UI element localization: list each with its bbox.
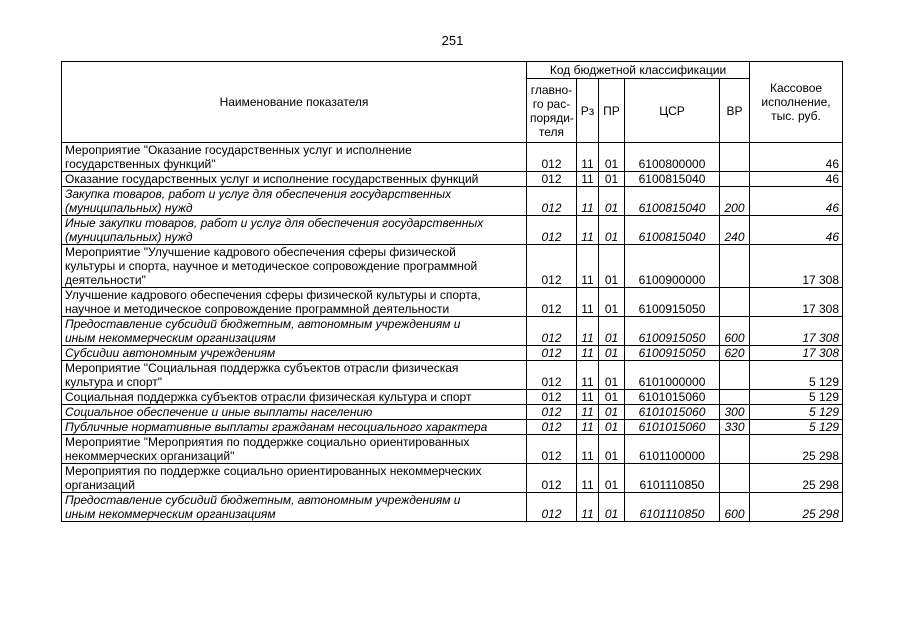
row-glavn: 012 — [527, 361, 577, 390]
row-rz: 11 — [577, 390, 599, 405]
row-pr: 01 — [599, 390, 625, 405]
row-rz: 11 — [577, 435, 599, 464]
row-name-line: Публичные нормативные выплаты гражданам несоциального характера — [65, 420, 488, 434]
row-glavn: 012 — [527, 464, 577, 493]
row-name — [62, 464, 527, 493]
row-name — [62, 172, 527, 187]
table-row — [62, 420, 843, 435]
row-csr: 6101100000 — [625, 435, 720, 464]
row-csr: 6100800000 — [625, 143, 720, 172]
row-name-line: Оказание государственных услуг и исполнение государственных функций — [65, 172, 479, 186]
row-csr: 6100915050 — [625, 288, 720, 317]
row-glavn: 012 — [527, 187, 577, 216]
row-rz: 11 — [577, 172, 599, 187]
row-name-line: иным некоммерческим организациям — [65, 507, 276, 521]
row-vr — [720, 361, 750, 390]
row-vr — [720, 435, 750, 464]
row-glavn: 012 — [527, 288, 577, 317]
row-pr: 01 — [599, 435, 625, 464]
row-vr — [720, 390, 750, 405]
header-vr: ВР — [720, 79, 750, 143]
table-row — [62, 493, 843, 522]
row-vr — [720, 245, 750, 288]
row-name — [62, 346, 527, 361]
table-row — [62, 216, 843, 245]
row-csr: 6100900000 — [625, 245, 720, 288]
row-csr: 6100815040 — [625, 187, 720, 216]
row-vr: 620 — [720, 346, 750, 361]
row-csr: 6100815040 — [625, 216, 720, 245]
row-glavn: 012 — [527, 143, 577, 172]
table-row — [62, 435, 843, 464]
row-vr — [720, 464, 750, 493]
budget-table — [61, 61, 843, 522]
row-name-line: Иные закупки товаров, работ и услуг для обеспечения государственных — [65, 216, 484, 230]
table-row — [62, 245, 843, 288]
row-pr: 01 — [599, 405, 625, 420]
header-amount-line: исполнение, — [761, 95, 831, 109]
header-csr: ЦСР — [625, 79, 720, 143]
row-pr: 01 — [599, 464, 625, 493]
row-vr: 200 — [720, 187, 750, 216]
header-glavn-line: главно- — [530, 82, 573, 97]
table-body — [62, 143, 843, 522]
row-vr: 240 — [720, 216, 750, 245]
table-row — [62, 361, 843, 390]
table-row — [62, 405, 843, 420]
row-pr: 01 — [599, 361, 625, 390]
row-vr — [720, 288, 750, 317]
row-amount: 25 298 — [750, 464, 843, 493]
header-code-group: Код бюджетной классификации — [527, 62, 750, 79]
header-glavn-line: поряди- — [530, 110, 574, 125]
row-pr: 01 — [599, 245, 625, 288]
header-glavn-line: го рас- — [532, 96, 571, 111]
row-name-line: Мероприятия по поддержке социально ориентированных некоммерческих — [65, 464, 482, 478]
row-amount: 5 129 — [750, 420, 843, 435]
row-name — [62, 216, 527, 245]
row-csr: 6101000000 — [625, 361, 720, 390]
row-amount: 17 308 — [750, 346, 843, 361]
row-vr: 600 — [720, 493, 750, 522]
table-row — [62, 288, 843, 317]
row-glavn: 012 — [527, 420, 577, 435]
row-name — [62, 493, 527, 522]
row-name-line: иным некоммерческим организациям — [65, 331, 276, 345]
row-csr: 6101015060 — [625, 390, 720, 405]
row-name-line: некоммерческих организаций" — [65, 449, 235, 463]
row-rz: 11 — [577, 143, 599, 172]
row-name — [62, 435, 527, 464]
row-name-line: Социальная поддержка субъектов отрасли физическая культура и спорт — [65, 390, 472, 404]
page-number: 251 — [441, 33, 464, 48]
row-rz: 11 — [577, 361, 599, 390]
row-rz: 11 — [577, 420, 599, 435]
row-vr: 330 — [720, 420, 750, 435]
table-row — [62, 143, 843, 172]
row-pr: 01 — [599, 317, 625, 346]
row-amount: 46 — [750, 143, 843, 172]
row-amount: 17 308 — [750, 245, 843, 288]
row-vr: 600 — [720, 317, 750, 346]
row-amount: 25 298 — [750, 493, 843, 522]
row-pr: 01 — [599, 346, 625, 361]
row-name-line: культура и спорт" — [65, 375, 162, 389]
row-rz: 11 — [577, 187, 599, 216]
row-glavn: 012 — [527, 346, 577, 361]
row-rz: 11 — [577, 405, 599, 420]
row-name-line: Мероприятие "Улучшение кадрового обеспечения сферы физической — [65, 245, 456, 259]
row-rz: 11 — [577, 216, 599, 245]
table-header — [62, 62, 843, 143]
row-glavn: 012 — [527, 172, 577, 187]
header-amount-line: Кассовое — [769, 81, 823, 95]
row-pr: 01 — [599, 216, 625, 245]
row-glavn: 012 — [527, 435, 577, 464]
row-name-line: (муниципальных) нужд — [65, 201, 193, 215]
row-name — [62, 317, 527, 346]
row-csr: 6101015060 — [625, 420, 720, 435]
row-name-line: Предоставление субсидий бюджетным, автономным учреждениям и — [65, 317, 461, 331]
row-amount: 17 308 — [750, 288, 843, 317]
header-name: Наименование показателя — [62, 62, 527, 143]
row-pr: 01 — [599, 493, 625, 522]
row-name — [62, 390, 527, 405]
row-name — [62, 245, 527, 288]
row-name-line: государственных функций" — [65, 157, 216, 171]
row-glavn: 012 — [527, 405, 577, 420]
header-glavn — [527, 79, 577, 143]
row-rz: 11 — [577, 288, 599, 317]
row-name — [62, 288, 527, 317]
row-pr: 01 — [599, 172, 625, 187]
row-pr: 01 — [599, 420, 625, 435]
row-name-line: Мероприятие "Мероприятия по поддержке социально ориентированных — [65, 435, 470, 449]
table-row — [62, 187, 843, 216]
row-vr: 300 — [720, 405, 750, 420]
row-name-line: научное и методическое сопровождение программной деятельности — [65, 302, 450, 316]
row-csr: 6101110850 — [625, 464, 720, 493]
table-row — [62, 317, 843, 346]
row-name-line: культуры и спорта, научное и методическое сопровождение программной — [65, 259, 478, 273]
row-rz: 11 — [577, 317, 599, 346]
row-amount: 46 — [750, 187, 843, 216]
row-amount: 46 — [750, 172, 843, 187]
row-pr: 01 — [599, 187, 625, 216]
row-glavn: 012 — [527, 317, 577, 346]
header-pr: ПР — [599, 79, 625, 143]
row-amount: 5 129 — [750, 361, 843, 390]
row-csr: 6101015060 — [625, 405, 720, 420]
row-rz: 11 — [577, 464, 599, 493]
row-amount: 5 129 — [750, 405, 843, 420]
row-name-line: Субсидии автономным учреждениям — [65, 346, 276, 360]
row-vr — [720, 143, 750, 172]
row-name-line: (муниципальных) нужд — [65, 230, 193, 244]
header-amount-line: тыс. руб. — [771, 109, 821, 123]
row-glavn: 012 — [527, 245, 577, 288]
row-name — [62, 420, 527, 435]
row-vr — [720, 172, 750, 187]
row-rz: 11 — [577, 245, 599, 288]
row-csr: 6100815040 — [625, 172, 720, 187]
row-name-line: организаций — [65, 478, 135, 492]
table-row — [62, 346, 843, 361]
row-name — [62, 143, 527, 172]
row-amount: 17 308 — [750, 317, 843, 346]
row-glavn: 012 — [527, 390, 577, 405]
row-name-line: Улучшение кадрового обеспечения сферы физической культуры и спорта, — [65, 288, 481, 302]
row-name — [62, 405, 527, 420]
table-row — [62, 390, 843, 405]
row-amount: 46 — [750, 216, 843, 245]
header-glavn-line: теля — [538, 124, 565, 139]
row-name-line: Предоставление субсидий бюджетным, автономным учреждениям и — [65, 493, 461, 507]
row-pr: 01 — [599, 288, 625, 317]
row-name-line: Мероприятие "Оказание государственных услуг и исполнение — [65, 143, 412, 157]
table-row — [62, 172, 843, 187]
row-rz: 11 — [577, 493, 599, 522]
row-name — [62, 361, 527, 390]
row-csr: 6100915050 — [625, 346, 720, 361]
row-name — [62, 187, 527, 216]
row-name-line: Закупка товаров, работ и услуг для обеспечения государственных — [65, 187, 452, 201]
row-glavn: 012 — [527, 493, 577, 522]
row-csr: 6101110850 — [625, 493, 720, 522]
row-pr: 01 — [599, 143, 625, 172]
header-rz: Рз — [577, 79, 599, 143]
table-row — [62, 464, 843, 493]
row-name-line: деятельности" — [65, 273, 146, 287]
row-rz: 11 — [577, 346, 599, 361]
row-csr: 6100915050 — [625, 317, 720, 346]
row-glavn: 012 — [527, 216, 577, 245]
row-name-line: Мероприятие "Социальная поддержка субъектов отрасли физическая — [65, 361, 459, 375]
row-name-line: Социальное обеспечение и иные выплаты населению — [65, 405, 373, 419]
row-amount: 25 298 — [750, 435, 843, 464]
header-amount — [750, 62, 843, 143]
row-amount: 5 129 — [750, 390, 843, 405]
